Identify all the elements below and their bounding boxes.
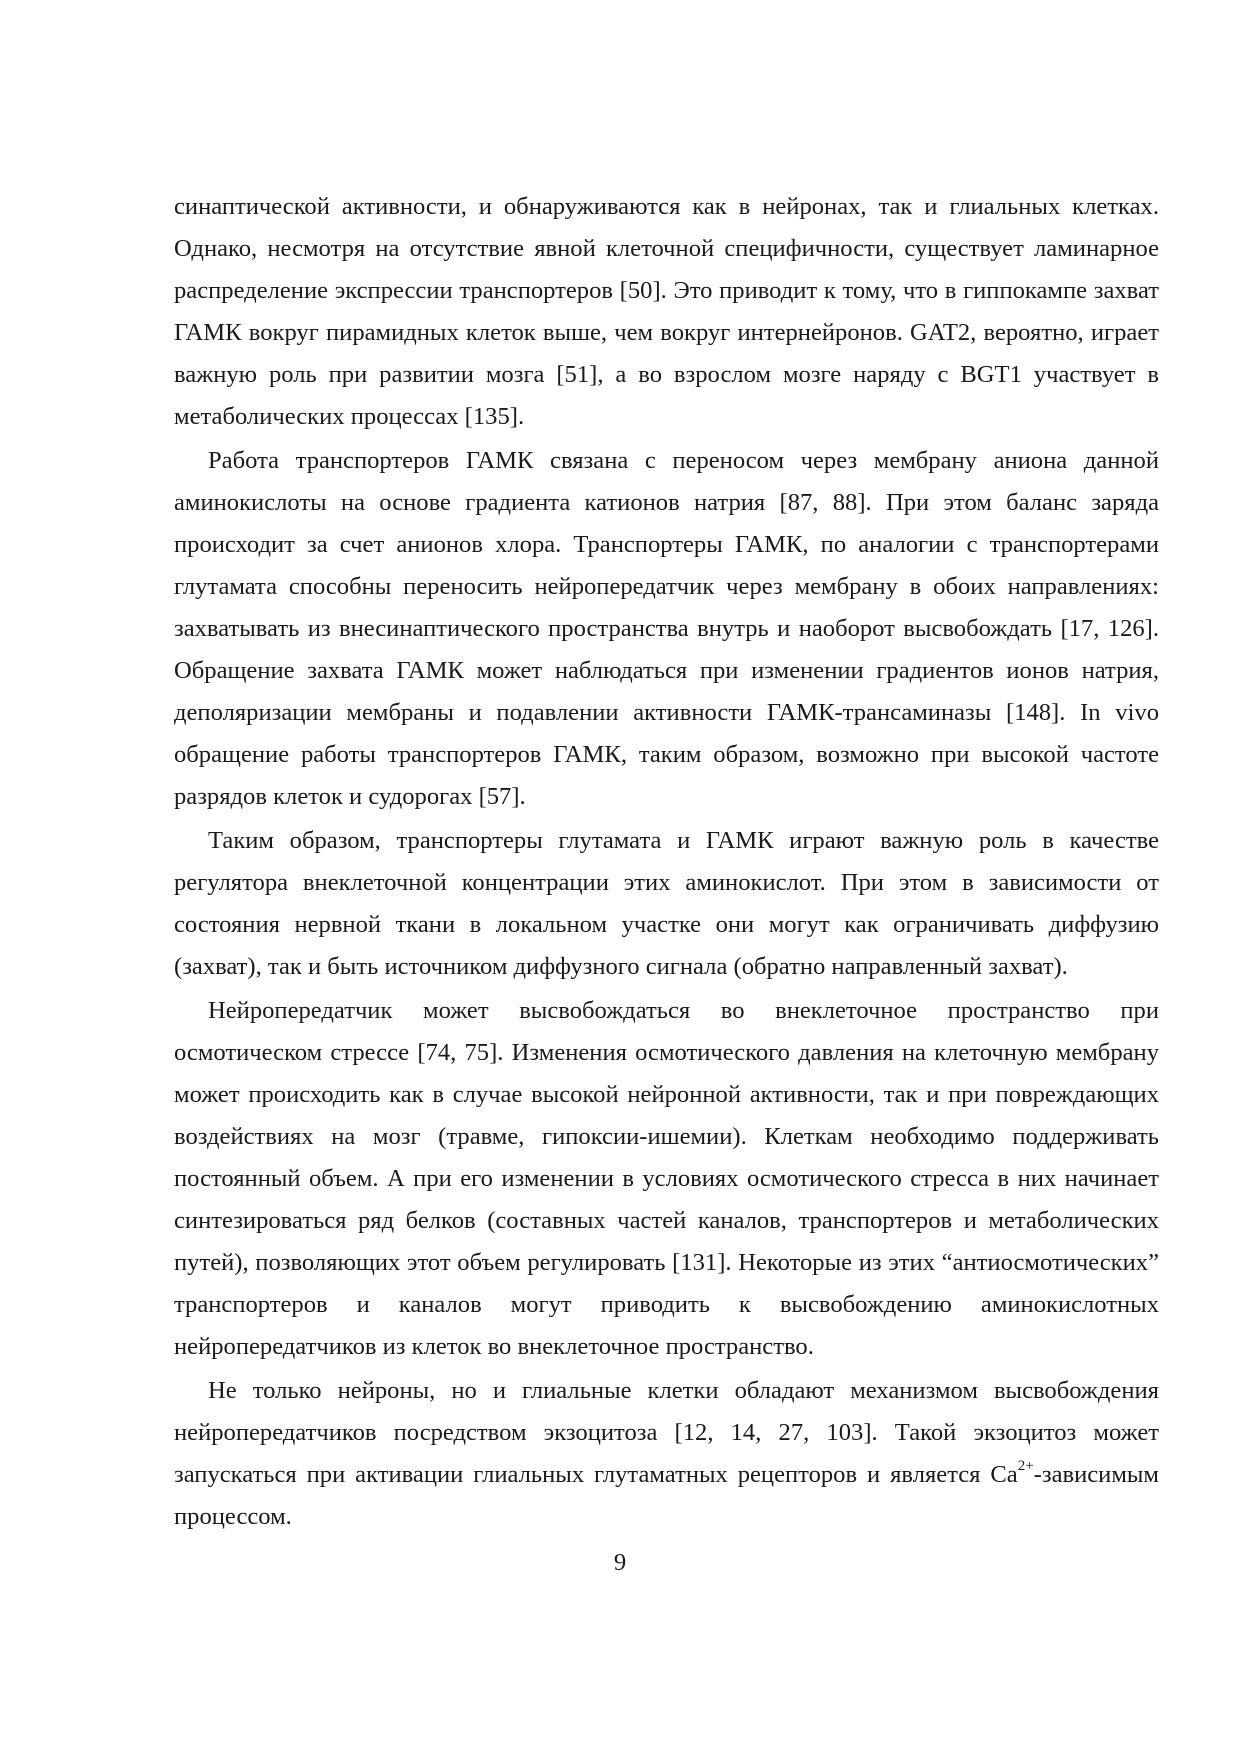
superscript-charge: 2+ xyxy=(1017,1457,1034,1474)
paragraph-4: Нейропередатчик может высвобождаться во внеклеточное пространство при осмотическом стрессе [74, 75]. Изменения осмотического давления на клеточную мембрану может происходить как в случае высокой нейронной активности, так и при повреждающих воздействиях на мозг (травме, гипоксии-ишемии). Клеткам необходимо поддерживать постоянный объем. А при его изменении в условиях осмотического стресса в них начинает синтезироваться ряд белков (составных частей каналов, транспортеров и метаболических путей), позволяющих этот объем регулировать [131]. Некоторые из этих “антиосмотических” транспортеров и каналов могут приводить к высвобождению аминокислотных нейропередатчиков из клеток во внеклеточное пространство. xyxy=(174,997,1159,1360)
paragraph-5-text: Не только нейроны, но и глиальные клетки обладают механизмом высвобождения нейропередатчиков посредством экзоцитоза [12, 14, 27, 103]. Такой экзоцитоз может запускаться при активации глиальных глутаматных рецепторов и является Ca xyxy=(174,1377,1159,1488)
paragraph-5 xyxy=(174,1370,1159,1538)
paragraph-1: синаптической активности, и обнаруживаются как в нейронах, так и глиальных клетках. Однако, несмотря на отсутствие явной клеточной специфичности, существует ламинарное распределение экспрессии транспортеров [50]. Это приводит к тому, что в гиппокампе захват ГАМК вокруг пирамидных клеток выше, чем вокруг интернейронов. GAT2, вероятно, играет важную роль при развитии мозга [51], а во взрослом мозге наряду с BGT1 участвует в метаболических процессах [135]. xyxy=(174,193,1159,430)
page-body xyxy=(174,186,1159,1538)
page-number: 9 xyxy=(613,1549,627,1576)
paragraph-3: Таким образом, транспортеры глутамата и ГАМК играют важную роль в качестве регулятора внеклеточной концентрации этих аминокислот. При этом в зависимости от состояния нервной ткани в локальном участке они могут как ограничивать диффузию (захват), так и быть источником диффузного сигнала (обратно направленный захват). xyxy=(174,827,1159,980)
paragraph-2: Работа транспортеров ГАМК связана с переносом через мембрану аниона данной аминокислоты на основе градиента катионов натрия [87, 88]. При этом баланс заряда происходит за счет анионов хлора. Транспортеры ГАМК, по аналогии с транспортерами глутамата способны переносить нейропередатчик через мембрану в обоих направлениях: захватывать из внесинаптического пространства внутрь и наоборот высвобождать [17, 126]. Обращение захвата ГАМК может наблюдаться при изменении градиентов ионов натрия, деполяризации мембраны и подавлении активности ГАМК-трансаминазы [148]. In vivo обращение работы транспортеров ГАМК, таким образом, возможно при высокой частоте разрядов клеток и судорогах [57]. xyxy=(174,447,1159,810)
paragraph-5-text-end: -зависимым процессом. xyxy=(174,1461,1159,1530)
